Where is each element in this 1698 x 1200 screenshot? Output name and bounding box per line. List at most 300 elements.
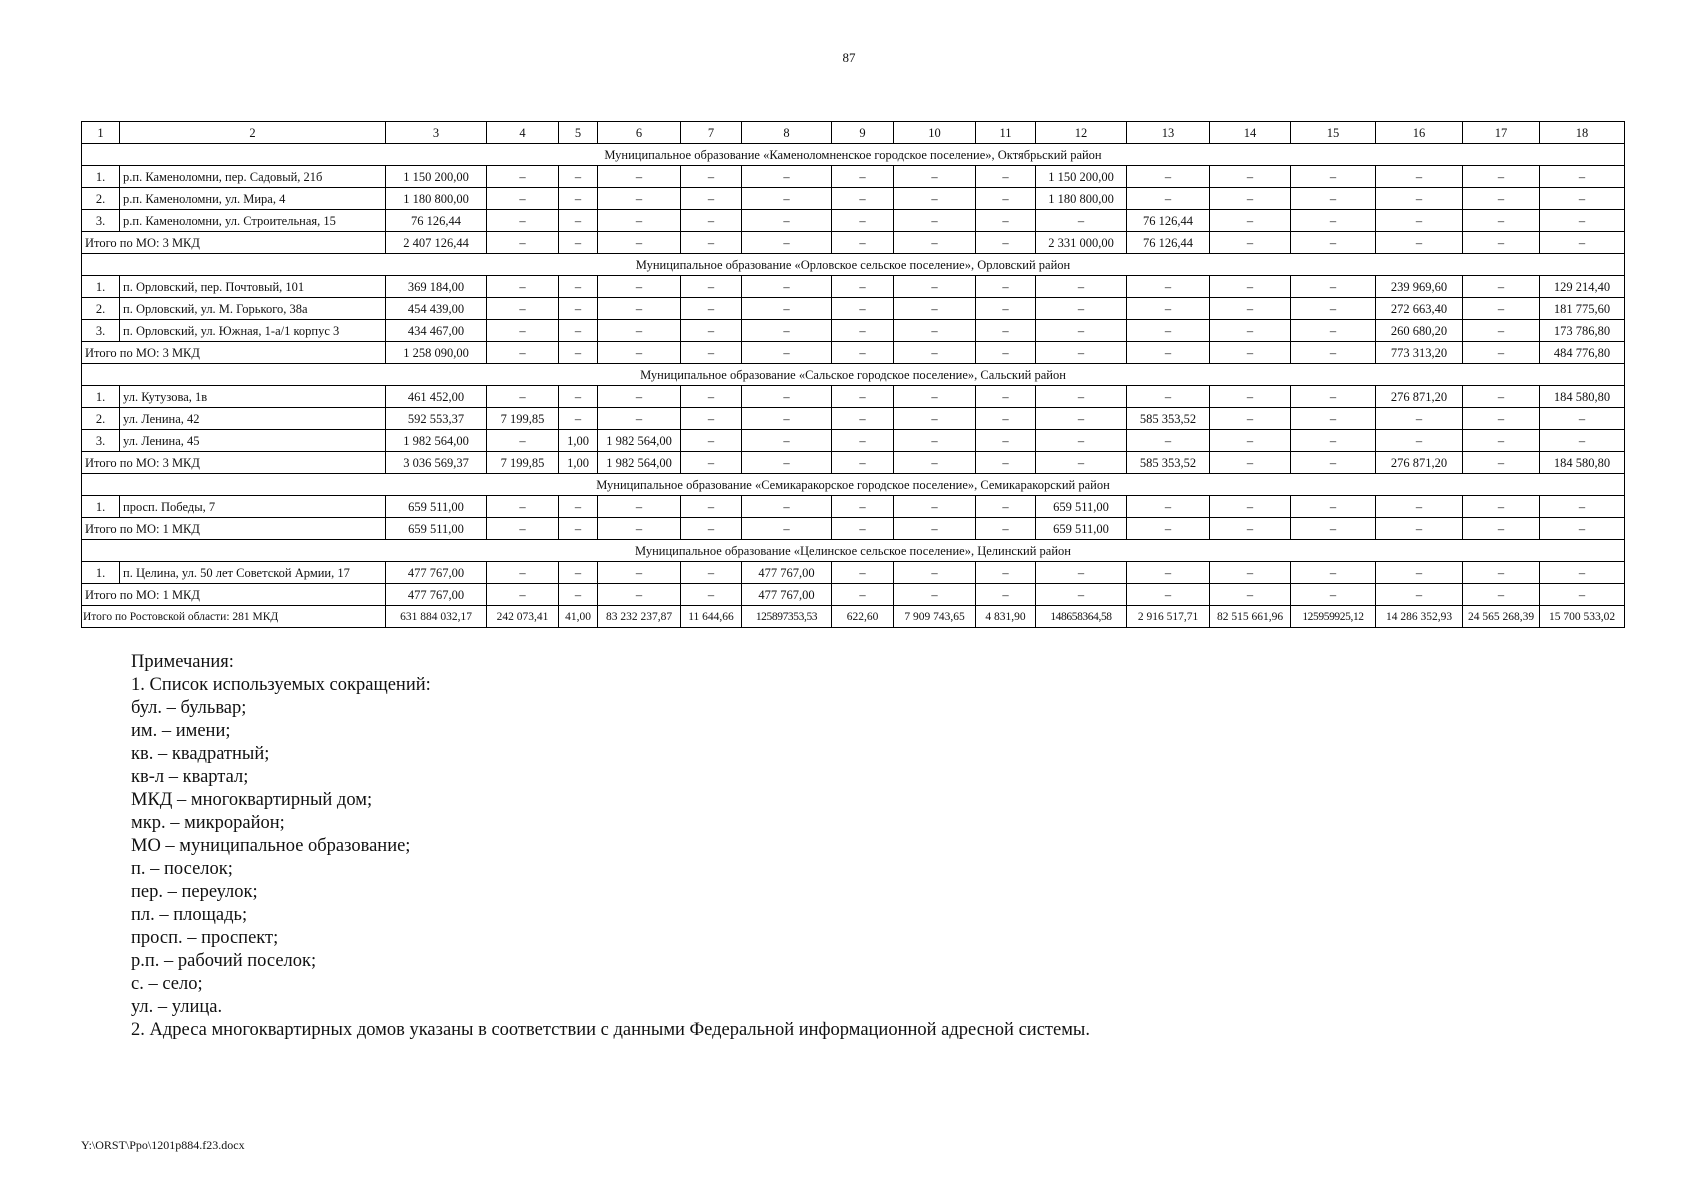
value-cell: 1,00	[559, 452, 598, 474]
value-cell: 14 286 352,93	[1376, 606, 1463, 628]
value-cell: –	[1291, 496, 1376, 518]
value-cell: –	[1540, 496, 1625, 518]
value-cell: 477 767,00	[386, 562, 487, 584]
value-cell: –	[894, 276, 976, 298]
value-cell: –	[742, 342, 832, 364]
section-title-row	[82, 474, 1625, 496]
value-cell: –	[681, 298, 742, 320]
column-header: 2	[120, 122, 386, 144]
value-cell: 11 644,66	[681, 606, 742, 628]
address-cell: р.п. Каменоломни, ул. Строительная, 15	[120, 210, 386, 232]
value-cell: –	[559, 232, 598, 254]
value-cell: 125959925,12	[1291, 606, 1376, 628]
value-cell: –	[976, 342, 1036, 364]
column-header: 3	[386, 122, 487, 144]
note-line: кв. – квадратный;	[131, 744, 270, 764]
value-cell: –	[894, 518, 976, 540]
value-cell: –	[681, 232, 742, 254]
value-cell: –	[598, 298, 681, 320]
value-cell: –	[742, 430, 832, 452]
value-cell: –	[976, 188, 1036, 210]
value-cell: –	[487, 298, 559, 320]
value-cell: 276 871,20	[1376, 386, 1463, 408]
row-number: 2.	[82, 298, 120, 320]
value-cell: –	[894, 210, 976, 232]
value-cell: –	[1463, 408, 1540, 430]
value-cell: –	[1376, 496, 1463, 518]
note-line: 1. Список используемых сокращений:	[131, 675, 431, 695]
table-row	[82, 188, 1625, 210]
value-cell: –	[1291, 298, 1376, 320]
note-line: ул. – улица.	[131, 997, 223, 1017]
footer-file-path: Y:\ORST\Ppo\1201p884.f23.docx	[81, 1138, 245, 1152]
page-number: 87	[842, 50, 856, 65]
value-cell: 76 126,44	[386, 210, 487, 232]
value-cell: –	[559, 188, 598, 210]
value-cell: 184 580,80	[1540, 452, 1625, 474]
value-cell: –	[681, 584, 742, 606]
note-line: 2. Адреса многоквартирных домов указаны в соответствии с данными Федеральной информационной адресной системы.	[131, 1020, 1090, 1040]
value-cell: –	[742, 496, 832, 518]
value-cell: –	[1540, 408, 1625, 430]
section-total-row	[82, 342, 1625, 364]
value-cell: 1 150 200,00	[386, 166, 487, 188]
value-cell: –	[598, 584, 681, 606]
value-cell: 24 565 268,39	[1463, 606, 1540, 628]
value-cell: –	[1291, 518, 1376, 540]
value-cell: –	[598, 518, 681, 540]
section-title-row	[82, 254, 1625, 276]
value-cell: 622,60	[832, 606, 894, 628]
value-cell: –	[1291, 232, 1376, 254]
value-cell: –	[894, 298, 976, 320]
value-cell: –	[487, 166, 559, 188]
value-cell: –	[1036, 452, 1127, 474]
value-cell: –	[742, 298, 832, 320]
value-cell: –	[487, 386, 559, 408]
value-cell: –	[1463, 562, 1540, 584]
value-cell: –	[1376, 430, 1463, 452]
section-title: Муниципальное образование «Сальское городское поселение», Сальский район	[82, 364, 1625, 386]
value-cell: –	[1210, 496, 1291, 518]
table-row	[82, 276, 1625, 298]
value-cell: –	[1210, 232, 1291, 254]
value-cell: –	[1036, 386, 1127, 408]
value-cell: 659 511,00	[1036, 518, 1127, 540]
value-cell: –	[742, 210, 832, 232]
value-cell: –	[1210, 298, 1291, 320]
value-cell: 76 126,44	[1127, 210, 1210, 232]
value-cell: –	[1291, 210, 1376, 232]
value-cell: 2 407 126,44	[386, 232, 487, 254]
value-cell: –	[1127, 188, 1210, 210]
value-cell: –	[1036, 276, 1127, 298]
grand-total-row	[82, 606, 1625, 628]
column-header: 6	[598, 122, 681, 144]
value-cell: 76 126,44	[1127, 232, 1210, 254]
value-cell: –	[559, 320, 598, 342]
value-cell: –	[832, 232, 894, 254]
value-cell: 272 663,40	[1376, 298, 1463, 320]
value-cell: 4 831,90	[976, 606, 1036, 628]
value-cell: –	[976, 386, 1036, 408]
value-cell: –	[1463, 210, 1540, 232]
value-cell: 477 767,00	[742, 562, 832, 584]
value-cell: 773 313,20	[1376, 342, 1463, 364]
value-cell: –	[487, 584, 559, 606]
value-cell: –	[832, 408, 894, 430]
value-cell: –	[1376, 562, 1463, 584]
value-cell: –	[681, 452, 742, 474]
note-line: с. – село;	[131, 974, 203, 994]
table-row	[82, 166, 1625, 188]
column-header: 9	[832, 122, 894, 144]
value-cell: –	[1127, 342, 1210, 364]
value-cell: –	[1463, 342, 1540, 364]
value-cell: –	[1291, 452, 1376, 474]
value-cell: 1 180 800,00	[1036, 188, 1127, 210]
value-cell: –	[1540, 232, 1625, 254]
value-cell: –	[1127, 430, 1210, 452]
value-cell: –	[1540, 210, 1625, 232]
value-cell: –	[1127, 276, 1210, 298]
value-cell: –	[894, 584, 976, 606]
value-cell: 239 969,60	[1376, 276, 1463, 298]
value-cell: –	[1210, 518, 1291, 540]
value-cell: 631 884 032,17	[386, 606, 487, 628]
address-cell: ул. Ленина, 45	[120, 430, 386, 452]
value-cell: 1,00	[559, 430, 598, 452]
value-cell: –	[487, 430, 559, 452]
value-cell: –	[976, 452, 1036, 474]
value-cell: 477 767,00	[742, 584, 832, 606]
value-cell: 659 511,00	[386, 496, 487, 518]
value-cell: 7 199,85	[487, 408, 559, 430]
value-cell: –	[832, 518, 894, 540]
value-cell: –	[1210, 430, 1291, 452]
value-cell: 125897353,53	[742, 606, 832, 628]
value-cell: –	[1463, 320, 1540, 342]
value-cell: –	[559, 386, 598, 408]
value-cell: –	[1291, 188, 1376, 210]
value-cell: 181 775,60	[1540, 298, 1625, 320]
value-cell: –	[1036, 298, 1127, 320]
value-cell: –	[559, 166, 598, 188]
value-cell: –	[1127, 298, 1210, 320]
value-cell: –	[487, 518, 559, 540]
value-cell: –	[976, 320, 1036, 342]
value-cell: –	[598, 232, 681, 254]
section-title-row	[82, 364, 1625, 386]
value-cell: –	[1036, 408, 1127, 430]
value-cell: –	[559, 584, 598, 606]
value-cell: –	[598, 386, 681, 408]
value-cell: –	[1376, 188, 1463, 210]
section-title: Муниципальное образование «Каменоломненское городское поселение», Октябрьский район	[82, 144, 1625, 166]
value-cell: –	[1463, 496, 1540, 518]
section-title: Муниципальное образование «Орловское сельское поселение», Орловский район	[82, 254, 1625, 276]
value-cell: –	[1540, 166, 1625, 188]
value-cell: –	[1036, 342, 1127, 364]
value-cell: –	[559, 408, 598, 430]
table-row	[82, 298, 1625, 320]
value-cell: 484 776,80	[1540, 342, 1625, 364]
value-cell: 7 909 743,65	[894, 606, 976, 628]
value-cell: –	[1540, 584, 1625, 606]
row-number: 2.	[82, 188, 120, 210]
value-cell: –	[598, 188, 681, 210]
value-cell: –	[487, 342, 559, 364]
column-header: 4	[487, 122, 559, 144]
value-cell: –	[894, 408, 976, 430]
value-cell: –	[1036, 584, 1127, 606]
value-cell: –	[832, 342, 894, 364]
row-number: 3.	[82, 320, 120, 342]
note-line: просп. – проспект;	[131, 928, 279, 948]
value-cell: –	[976, 298, 1036, 320]
value-cell: –	[487, 562, 559, 584]
value-cell: 659 511,00	[386, 518, 487, 540]
note-line: п. – поселок;	[131, 859, 233, 879]
value-cell: –	[742, 386, 832, 408]
value-cell: 83 232 237,87	[598, 606, 681, 628]
value-cell: –	[1463, 386, 1540, 408]
table-body	[82, 122, 1625, 628]
value-cell: –	[894, 232, 976, 254]
value-cell: –	[1210, 210, 1291, 232]
address-cell: р.п. Каменоломни, ул. Мира, 4	[120, 188, 386, 210]
row-number: 1.	[82, 386, 120, 408]
value-cell: –	[1127, 584, 1210, 606]
value-cell: 148658364,58	[1036, 606, 1127, 628]
address-cell: просп. Победы, 7	[120, 496, 386, 518]
value-cell: 15 700 533,02	[1540, 606, 1625, 628]
value-cell: –	[742, 408, 832, 430]
value-cell: –	[559, 342, 598, 364]
value-cell: –	[1463, 166, 1540, 188]
value-cell: –	[681, 166, 742, 188]
value-cell: –	[487, 188, 559, 210]
value-cell: 2 331 000,00	[1036, 232, 1127, 254]
table-row	[82, 320, 1625, 342]
value-cell: –	[559, 298, 598, 320]
value-cell: –	[832, 452, 894, 474]
value-cell: –	[598, 496, 681, 518]
row-number: 3.	[82, 430, 120, 452]
value-cell: 3 036 569,37	[386, 452, 487, 474]
value-cell: –	[681, 276, 742, 298]
value-cell: –	[559, 562, 598, 584]
value-cell: –	[1291, 562, 1376, 584]
value-cell: –	[832, 298, 894, 320]
value-cell: –	[681, 562, 742, 584]
value-cell: –	[1127, 386, 1210, 408]
value-cell: –	[832, 562, 894, 584]
note-line: бул. – бульвар;	[131, 698, 247, 718]
value-cell: –	[1036, 430, 1127, 452]
column-header: 11	[976, 122, 1036, 144]
value-cell: 2 916 517,71	[1127, 606, 1210, 628]
value-cell: –	[1291, 276, 1376, 298]
value-cell: –	[1291, 386, 1376, 408]
section-title-row	[82, 144, 1625, 166]
value-cell: –	[681, 518, 742, 540]
value-cell: –	[1291, 408, 1376, 430]
column-header: 1	[82, 122, 120, 144]
section-total-row	[82, 518, 1625, 540]
value-cell: 82 515 661,96	[1210, 606, 1291, 628]
value-cell: –	[976, 562, 1036, 584]
value-cell: –	[681, 342, 742, 364]
row-number: 1.	[82, 496, 120, 518]
value-cell: –	[894, 562, 976, 584]
value-cell: –	[1127, 518, 1210, 540]
column-header: 10	[894, 122, 976, 144]
value-cell: –	[1463, 276, 1540, 298]
value-cell: 454 439,00	[386, 298, 487, 320]
data-table-container	[81, 121, 1618, 628]
value-cell: 173 786,80	[1540, 320, 1625, 342]
address-cell: п. Орловский, пер. Почтовый, 101	[120, 276, 386, 298]
address-cell: п. Орловский, ул. М. Горького, 38а	[120, 298, 386, 320]
note-line: пер. – переулок;	[131, 882, 258, 902]
value-cell: –	[1376, 210, 1463, 232]
value-cell: –	[559, 496, 598, 518]
value-cell: –	[1127, 166, 1210, 188]
address-cell: р.п. Каменоломни, пер. Садовый, 21б	[120, 166, 386, 188]
value-cell: –	[1210, 584, 1291, 606]
value-cell: –	[832, 430, 894, 452]
value-cell: –	[894, 320, 976, 342]
value-cell: 461 452,00	[386, 386, 487, 408]
column-header: 17	[1463, 122, 1540, 144]
value-cell: –	[1210, 386, 1291, 408]
value-cell: 41,00	[559, 606, 598, 628]
row-number: 3.	[82, 210, 120, 232]
value-cell: –	[894, 430, 976, 452]
value-cell: –	[976, 408, 1036, 430]
value-cell: 260 680,20	[1376, 320, 1463, 342]
value-cell: –	[1210, 342, 1291, 364]
value-cell: –	[1036, 320, 1127, 342]
value-cell: –	[1210, 452, 1291, 474]
value-cell: –	[681, 386, 742, 408]
address-cell: п. Целина, ул. 50 лет Советской Армии, 17	[120, 562, 386, 584]
value-cell: –	[894, 452, 976, 474]
value-cell: –	[1540, 562, 1625, 584]
row-number: 1.	[82, 562, 120, 584]
value-cell: –	[1463, 584, 1540, 606]
value-cell: –	[1463, 188, 1540, 210]
note-line: кв-л – квартал;	[131, 767, 249, 787]
value-cell: –	[894, 342, 976, 364]
value-cell: –	[832, 584, 894, 606]
value-cell: –	[681, 210, 742, 232]
value-cell: –	[487, 210, 559, 232]
value-cell: –	[1291, 320, 1376, 342]
column-header: 14	[1210, 122, 1291, 144]
value-cell: –	[832, 320, 894, 342]
total-label: Итого по МО: 1 МКД	[82, 518, 386, 540]
value-cell: –	[1127, 496, 1210, 518]
value-cell: –	[832, 166, 894, 188]
value-cell: 585 353,52	[1127, 452, 1210, 474]
note-line: им. – имени;	[131, 721, 231, 741]
value-cell: –	[976, 210, 1036, 232]
value-cell: –	[1376, 584, 1463, 606]
column-header: 5	[559, 122, 598, 144]
value-cell: –	[1210, 188, 1291, 210]
value-cell: –	[1036, 562, 1127, 584]
column-header: 12	[1036, 122, 1127, 144]
value-cell: –	[976, 232, 1036, 254]
value-cell: –	[681, 188, 742, 210]
value-cell: 592 553,37	[386, 408, 487, 430]
value-cell: –	[1376, 518, 1463, 540]
value-cell: –	[487, 496, 559, 518]
value-cell: –	[976, 518, 1036, 540]
value-cell: –	[742, 276, 832, 298]
table-row	[82, 496, 1625, 518]
value-cell: –	[1210, 320, 1291, 342]
value-cell: –	[832, 386, 894, 408]
value-cell: –	[742, 188, 832, 210]
value-cell: 477 767,00	[386, 584, 487, 606]
column-header: 16	[1376, 122, 1463, 144]
value-cell: –	[598, 166, 681, 188]
value-cell: 276 871,20	[1376, 452, 1463, 474]
row-number: 1.	[82, 276, 120, 298]
value-cell: 369 184,00	[386, 276, 487, 298]
row-number: 2.	[82, 408, 120, 430]
notes-heading: Примечания:	[131, 652, 234, 672]
section-total-row	[82, 232, 1625, 254]
value-cell: –	[1540, 188, 1625, 210]
value-cell: –	[1463, 518, 1540, 540]
value-cell: –	[559, 276, 598, 298]
value-cell: –	[742, 232, 832, 254]
value-cell: 1 180 800,00	[386, 188, 487, 210]
value-cell: –	[1291, 584, 1376, 606]
column-header: 7	[681, 122, 742, 144]
value-cell: –	[976, 166, 1036, 188]
value-cell: 1 982 564,00	[598, 430, 681, 452]
table-row	[82, 210, 1625, 232]
value-cell: –	[559, 210, 598, 232]
value-cell: 1 150 200,00	[1036, 166, 1127, 188]
address-cell: ул. Ленина, 42	[120, 408, 386, 430]
value-cell: –	[1463, 232, 1540, 254]
value-cell: –	[1210, 276, 1291, 298]
value-cell: –	[1540, 430, 1625, 452]
total-label: Итого по МО: 3 МКД	[82, 232, 386, 254]
total-label: Итого по МО: 3 МКД	[82, 452, 386, 474]
value-cell: –	[742, 166, 832, 188]
column-header: 18	[1540, 122, 1625, 144]
total-label: Итого по МО: 1 МКД	[82, 584, 386, 606]
value-cell: –	[487, 232, 559, 254]
value-cell: 1 982 564,00	[598, 452, 681, 474]
section-total-row	[82, 584, 1625, 606]
value-cell: –	[598, 562, 681, 584]
value-cell: –	[832, 276, 894, 298]
table-row	[82, 562, 1625, 584]
value-cell: –	[1540, 518, 1625, 540]
table-row	[82, 430, 1625, 452]
value-cell: –	[1376, 232, 1463, 254]
table-row	[82, 386, 1625, 408]
value-cell: 129 214,40	[1540, 276, 1625, 298]
